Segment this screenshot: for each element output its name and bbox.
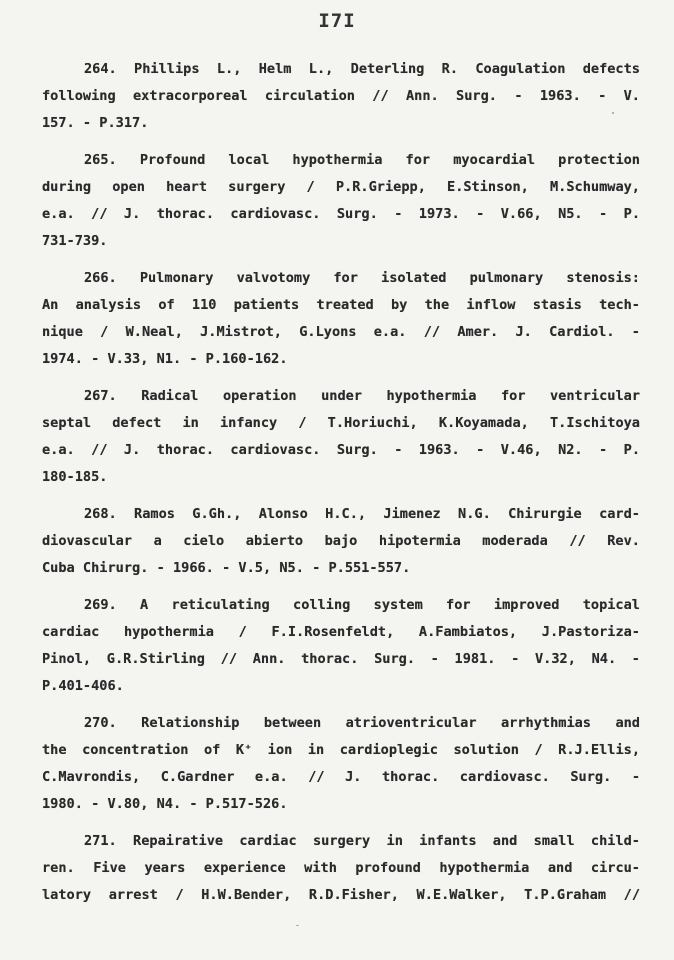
reference-line: 731-739.	[42, 233, 108, 249]
reference-line: diovascular a cielo abierto bajo hipotermia moderada // Rev.	[42, 533, 640, 549]
reference-line: Cuba Chirurg. - 1966. - V.5, N5. - P.551-557.	[42, 560, 411, 576]
reference-entry	[42, 265, 640, 373]
reference-line: 270. Relationship between atrioventricular arrhythmias and	[84, 715, 640, 731]
reference-entry	[42, 592, 640, 700]
scan-speck	[296, 925, 299, 926]
reference-entry	[42, 56, 640, 137]
reference-entry	[42, 383, 640, 491]
reference-line: P.401-406.	[42, 678, 124, 694]
reference-entry	[42, 828, 640, 909]
reference-line: during open heart surgery / P.R.Griepp, E.Stinson, M.Schumway,	[42, 179, 640, 195]
reference-line: Pinol, G.R.Stirling // Ann. thorac. Surg. - 1981. - V.32, N4. -	[42, 651, 640, 667]
reference-list	[42, 56, 640, 919]
reference-line: 1974. - V.33, N1. - P.160-162.	[42, 351, 288, 367]
reference-line: cardiac hypothermia / F.I.Rosenfeldt, A.Fambiatos, J.Pastoriza-	[42, 624, 640, 640]
reference-line: latory arrest / H.W.Bender, R.D.Fisher, W.E.Walker, T.P.Graham //	[42, 887, 640, 903]
reference-line: C.Mavrondis, C.Gardner e.a. // J. thorac. cardiovasc. Surg. -	[42, 769, 640, 785]
reference-line: following extracorporeal circulation // Ann. Surg. - 1963. - V.	[42, 88, 640, 104]
reference-line: 268. Ramos G.Gh., Alonso H.C., Jimenez N.G. Chirurgie card-	[84, 506, 640, 522]
reference-line: 271. Repairative cardiac surgery in infants and small child-	[84, 833, 640, 849]
reference-line: septal defect in infancy / T.Horiuchi, K.Koyamada, T.Ischitoya	[42, 415, 640, 431]
reference-line: 265. Profound local hypothermia for myocardial protection	[84, 152, 640, 168]
reference-line: the concentration of K⁺ ion in cardioplegic solution / R.J.Ellis,	[42, 742, 640, 758]
reference-line: 264. Phillips L., Helm L., Deterling R. Coagulation defects	[84, 61, 640, 77]
reference-line: 1980. - V.80, N4. - P.517-526.	[42, 796, 288, 812]
reference-line: 269. A reticulating colling system for improved topical	[84, 597, 640, 613]
reference-entry	[42, 710, 640, 818]
reference-line: nique / W.Neal, J.Mistrot, G.Lyons e.a. // Amer. J. Cardiol. -	[42, 324, 640, 340]
reference-line: 267. Radical operation under hypothermia for ventricular	[84, 388, 640, 404]
reference-line: 266. Pulmonary valvotomy for isolated pulmonary stenosis:	[84, 270, 640, 286]
reference-line: e.a. // J. thorac. cardiovasc. Surg. - 1963. - V.46, N2. - P.	[42, 442, 640, 458]
reference-line: 157. - P.317.	[42, 115, 149, 131]
reference-line: 180-185.	[42, 469, 108, 485]
reference-entry	[42, 147, 640, 255]
reference-line: An analysis of 110 patients treated by the inflow stasis tech-	[42, 297, 640, 313]
reference-line: ren. Five years experience with profound hypothermia and circu-	[42, 860, 640, 876]
scan-speck	[612, 112, 614, 114]
reference-line: e.a. // J. thorac. cardiovasc. Surg. - 1973. - V.66, N5. - P.	[42, 206, 640, 222]
reference-entry	[42, 501, 640, 582]
page-number: I7I	[318, 10, 356, 32]
